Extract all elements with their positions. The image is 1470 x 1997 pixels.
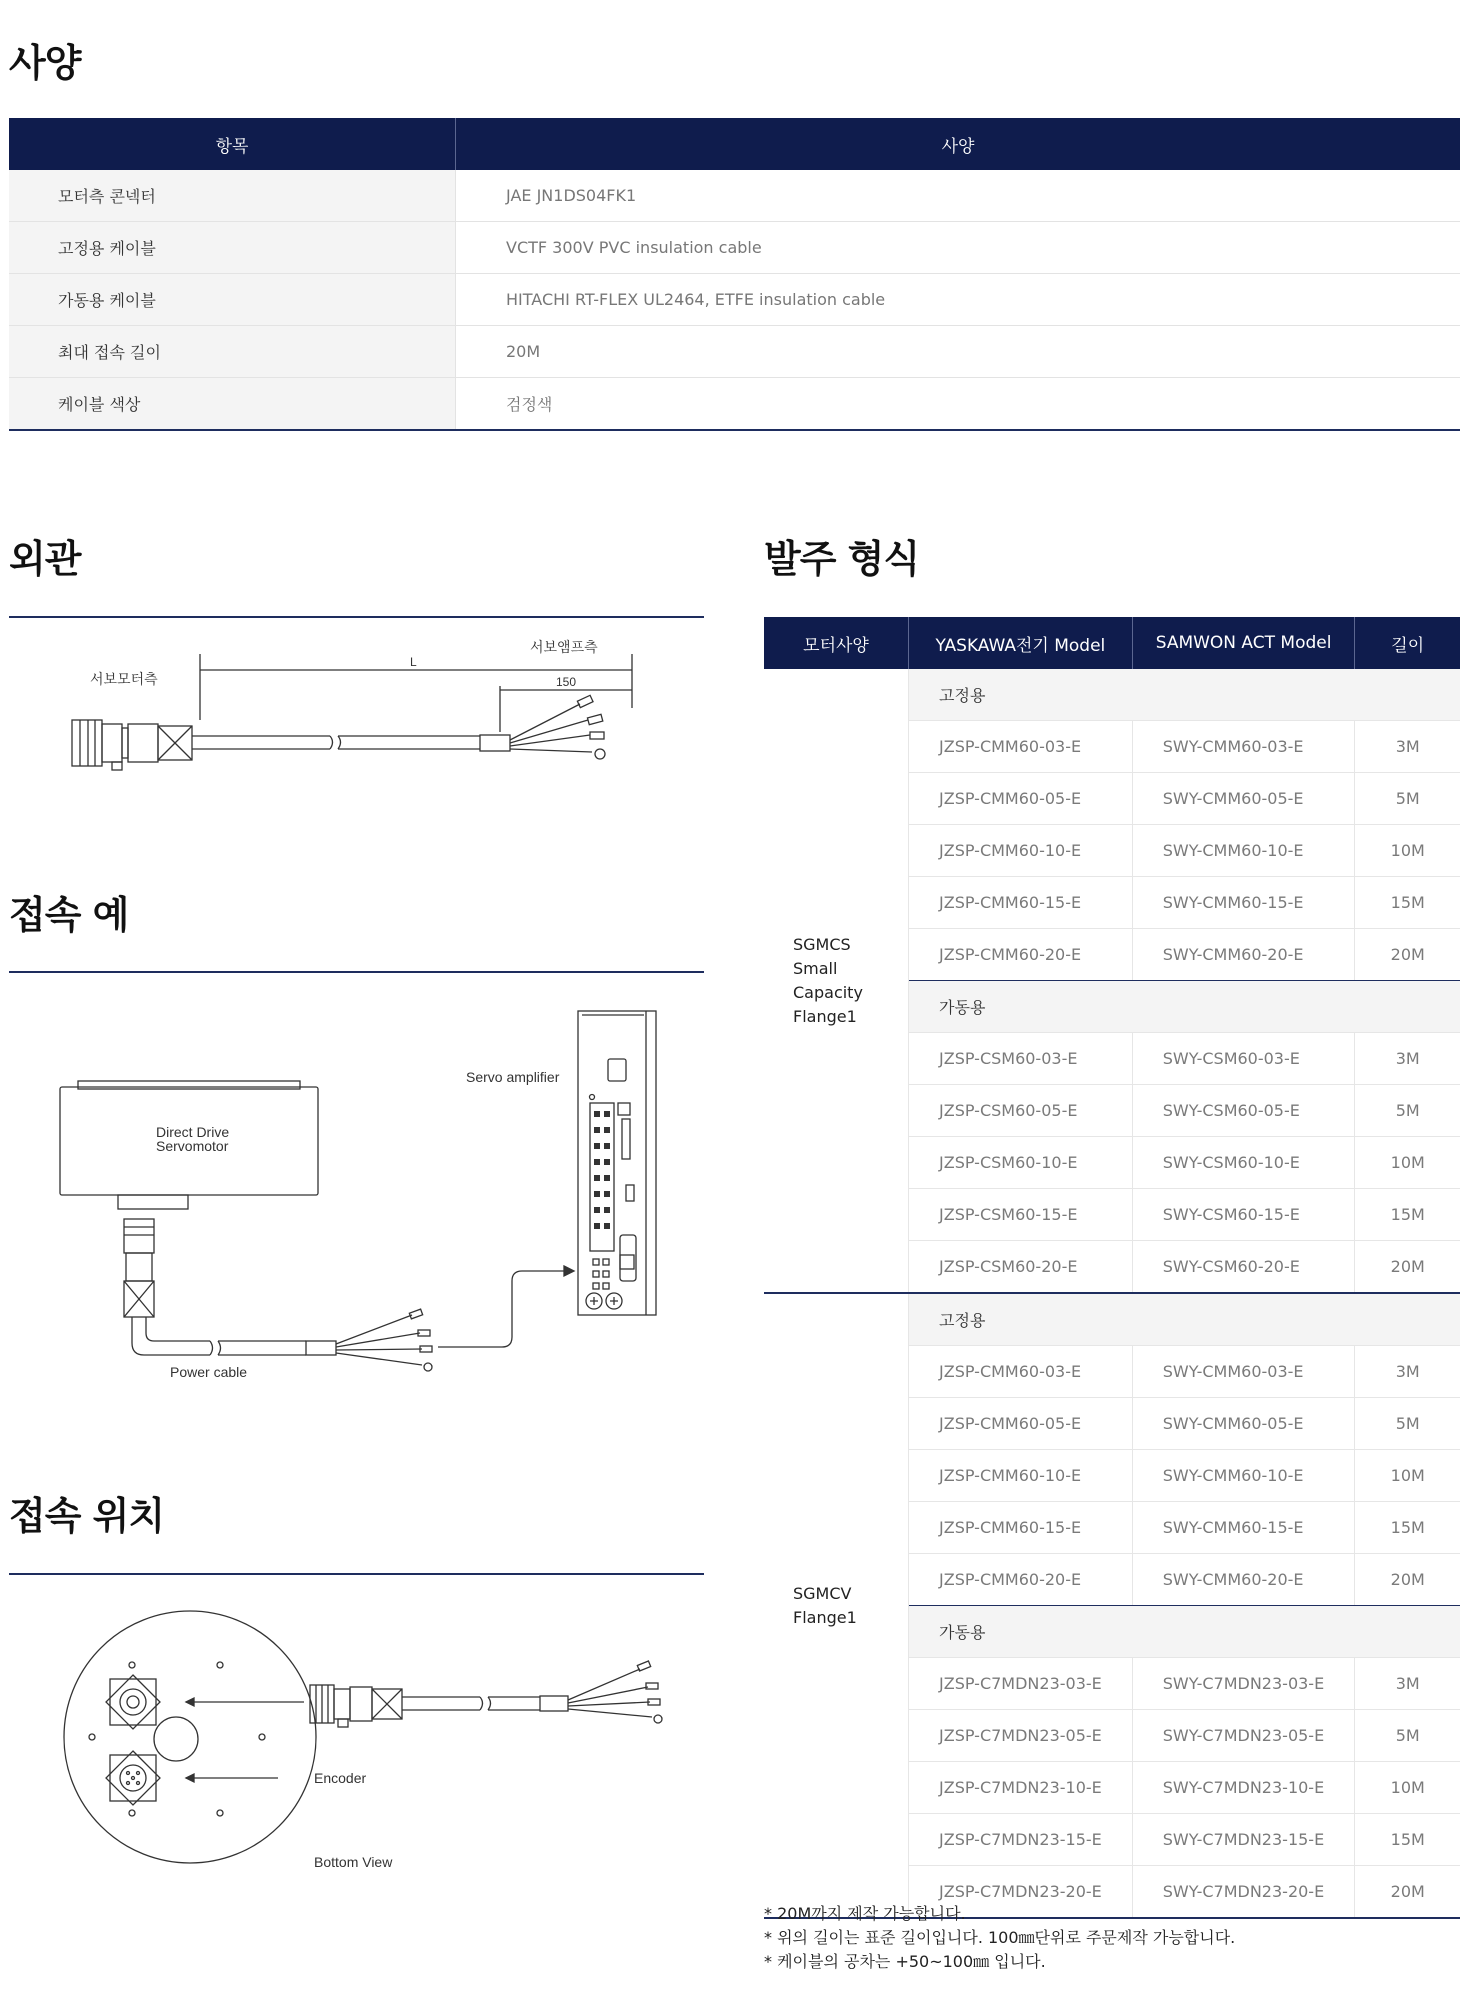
section-label: 고정용 [909, 1293, 1460, 1346]
spec-key: 최대 접속 길이 [9, 326, 456, 378]
yaskawa-model: JZSP-CMM60-05-E [909, 773, 1133, 825]
yaskawa-model: JZSP-CMM60-10-E [909, 1450, 1133, 1502]
order-table [764, 617, 1460, 1919]
spec-value: 검정색 [456, 378, 1461, 431]
samwon-model: SWY-C7MDN23-10-E [1132, 1762, 1355, 1814]
order-header-motor: 모터사양 [764, 617, 909, 669]
samwon-model: SWY-C7MDN23-20-E [1132, 1866, 1355, 1919]
motor-spec-cell [764, 669, 909, 1293]
encoder-label: Encoder [314, 1770, 367, 1786]
samwon-model: SWY-C7MDN23-15-E [1132, 1814, 1355, 1866]
length: 5M [1355, 1710, 1460, 1762]
note-line: * 위의 길이는 표준 길이입니다. 100㎜단위로 주문제작 가능합니다. [764, 1928, 1236, 1947]
length: 20M [1355, 929, 1460, 981]
samwon-model: SWY-CMM60-15-E [1132, 877, 1355, 929]
motor-label-line1: Direct Drive [156, 1124, 230, 1140]
samwon-model: SWY-CMM60-05-E [1132, 773, 1355, 825]
yaskawa-model: JZSP-CMM60-15-E [909, 1502, 1133, 1554]
spec-key: 케이블 색상 [9, 378, 456, 431]
motor-spec-line: Capacity [793, 982, 863, 1002]
motor-spec-line: Small [793, 958, 838, 978]
spec-key: 가동용 케이블 [9, 274, 456, 326]
connection-location-drawing [40, 1605, 680, 1875]
motor-spec-line: SGMCV [793, 1583, 852, 1603]
length: 10M [1355, 1450, 1460, 1502]
length: 10M [1355, 825, 1460, 877]
location-title: 접속 위치 [9, 1494, 165, 1538]
motor-spec-cell [764, 1293, 909, 1918]
servo-motor-side-label: 서보모터측 [90, 671, 158, 687]
length: 15M [1355, 1814, 1460, 1866]
table-row [764, 1293, 1460, 1346]
power-cable-label: Power cable [170, 1364, 248, 1380]
bottom-view-label: Bottom View [314, 1854, 393, 1870]
motor-spec-line: Flange1 [793, 1006, 857, 1026]
motor-spec-line: SGMCS [793, 934, 851, 954]
length: 5M [1355, 773, 1460, 825]
cable-dimension-drawing [60, 636, 660, 786]
table-row [9, 170, 1460, 222]
spec-value: JAE JN1DS04FK1 [456, 170, 1461, 222]
spec-table [9, 118, 1460, 431]
section-label: 고정용 [909, 669, 1460, 721]
spec-value: VCTF 300V PVC insulation cable [456, 222, 1461, 274]
yaskawa-model: JZSP-CMM60-03-E [909, 1346, 1133, 1398]
length: 3M [1355, 1346, 1460, 1398]
samwon-model: SWY-CSM60-20-E [1132, 1241, 1355, 1294]
length: 10M [1355, 1762, 1460, 1814]
order-header-yaskawa: YASKAWA전기 Model [909, 617, 1133, 669]
order-title: 발주 형식 [764, 537, 920, 581]
order-notes [764, 1902, 1235, 1974]
samwon-model: SWY-CMM60-20-E [1132, 1554, 1355, 1606]
samwon-model: SWY-CMM60-10-E [1132, 825, 1355, 877]
section-label: 가동용 [909, 1606, 1460, 1658]
spec-key: 모터측 콘넥터 [9, 170, 456, 222]
yaskawa-model: JZSP-C7MDN23-03-E [909, 1658, 1133, 1710]
samwon-model: SWY-CMM60-10-E [1132, 1450, 1355, 1502]
motor-label-line2: Servomotor [156, 1138, 229, 1154]
table-row [9, 274, 1460, 326]
samwon-model: SWY-CMM60-05-E [1132, 1398, 1355, 1450]
yaskawa-model: JZSP-CMM60-20-E [909, 1554, 1133, 1606]
table-row [764, 669, 1460, 721]
spec-title: 사양 [9, 41, 81, 85]
spec-value: HITACHI RT-FLEX UL2464, ETFE insulation cable [456, 274, 1461, 326]
samwon-model: SWY-CSM60-10-E [1132, 1137, 1355, 1189]
yaskawa-model: JZSP-CSM60-15-E [909, 1189, 1133, 1241]
yaskawa-model: JZSP-CSM60-20-E [909, 1241, 1133, 1294]
yaskawa-model: JZSP-CMM60-10-E [909, 825, 1133, 877]
spec-key: 고정용 케이블 [9, 222, 456, 274]
samwon-model: SWY-CMM60-20-E [1132, 929, 1355, 981]
connection-example-drawing [40, 1005, 680, 1385]
motor-spec-line: Flange1 [793, 1607, 857, 1627]
length: 3M [1355, 1658, 1460, 1710]
spec-value: 20M [456, 326, 1461, 378]
samwon-model: SWY-C7MDN23-05-E [1132, 1710, 1355, 1762]
yaskawa-model: JZSP-CSM60-10-E [909, 1137, 1133, 1189]
example-title: 접속 예 [9, 893, 129, 937]
yaskawa-model: JZSP-CMM60-20-E [909, 929, 1133, 981]
divider [9, 616, 704, 618]
table-row [9, 378, 1460, 431]
length: 3M [1355, 721, 1460, 773]
length: 20M [1355, 1554, 1460, 1606]
order-header-samwon: SAMWON ACT Model [1132, 617, 1355, 669]
yaskawa-model: JZSP-CSM60-05-E [909, 1085, 1133, 1137]
order-header-length: 길이 [1355, 617, 1460, 669]
yaskawa-model: JZSP-C7MDN23-10-E [909, 1762, 1133, 1814]
dimension-l-label: L [410, 655, 417, 669]
samwon-model: SWY-CSM60-05-E [1132, 1085, 1355, 1137]
table-row [9, 326, 1460, 378]
samwon-model: SWY-CMM60-03-E [1132, 1346, 1355, 1398]
length: 15M [1355, 1189, 1460, 1241]
length: 20M [1355, 1866, 1460, 1919]
samwon-model: SWY-CSM60-03-E [1132, 1033, 1355, 1085]
note-line: * 20M까지 제작 가능합니다. [764, 1904, 966, 1923]
length: 15M [1355, 877, 1460, 929]
yaskawa-model: JZSP-CMM60-03-E [909, 721, 1133, 773]
length: 5M [1355, 1085, 1460, 1137]
length: 15M [1355, 1502, 1460, 1554]
yaskawa-model: JZSP-C7MDN23-15-E [909, 1814, 1133, 1866]
spec-header-spec: 사양 [456, 118, 1461, 170]
servo-amp-side-label: 서보앰프측 [530, 639, 598, 655]
samwon-model: SWY-CMM60-03-E [1132, 721, 1355, 773]
length: 20M [1355, 1241, 1460, 1294]
dimension-150-label: 150 [556, 675, 577, 689]
table-row [9, 222, 1460, 274]
length: 10M [1355, 1137, 1460, 1189]
yaskawa-model: JZSP-CMM60-15-E [909, 877, 1133, 929]
section-label: 가동용 [909, 981, 1460, 1033]
spec-header-item: 항목 [9, 118, 456, 170]
servo-amplifier-label: Servo amplifier [466, 1069, 560, 1085]
samwon-model: SWY-C7MDN23-03-E [1132, 1658, 1355, 1710]
samwon-model: SWY-CSM60-15-E [1132, 1189, 1355, 1241]
samwon-model: SWY-CMM60-15-E [1132, 1502, 1355, 1554]
appearance-title: 외관 [9, 537, 81, 581]
divider [9, 1573, 704, 1575]
yaskawa-model: JZSP-CSM60-03-E [909, 1033, 1133, 1085]
note-line: * 케이블의 공차는 +50~100㎜ 입니다. [764, 1952, 1046, 1971]
yaskawa-model: JZSP-C7MDN23-05-E [909, 1710, 1133, 1762]
yaskawa-model: JZSP-CMM60-05-E [909, 1398, 1133, 1450]
yaskawa-model: JZSP-C7MDN23-20-E [909, 1866, 1133, 1919]
length: 3M [1355, 1033, 1460, 1085]
divider [9, 971, 704, 973]
length: 5M [1355, 1398, 1460, 1450]
